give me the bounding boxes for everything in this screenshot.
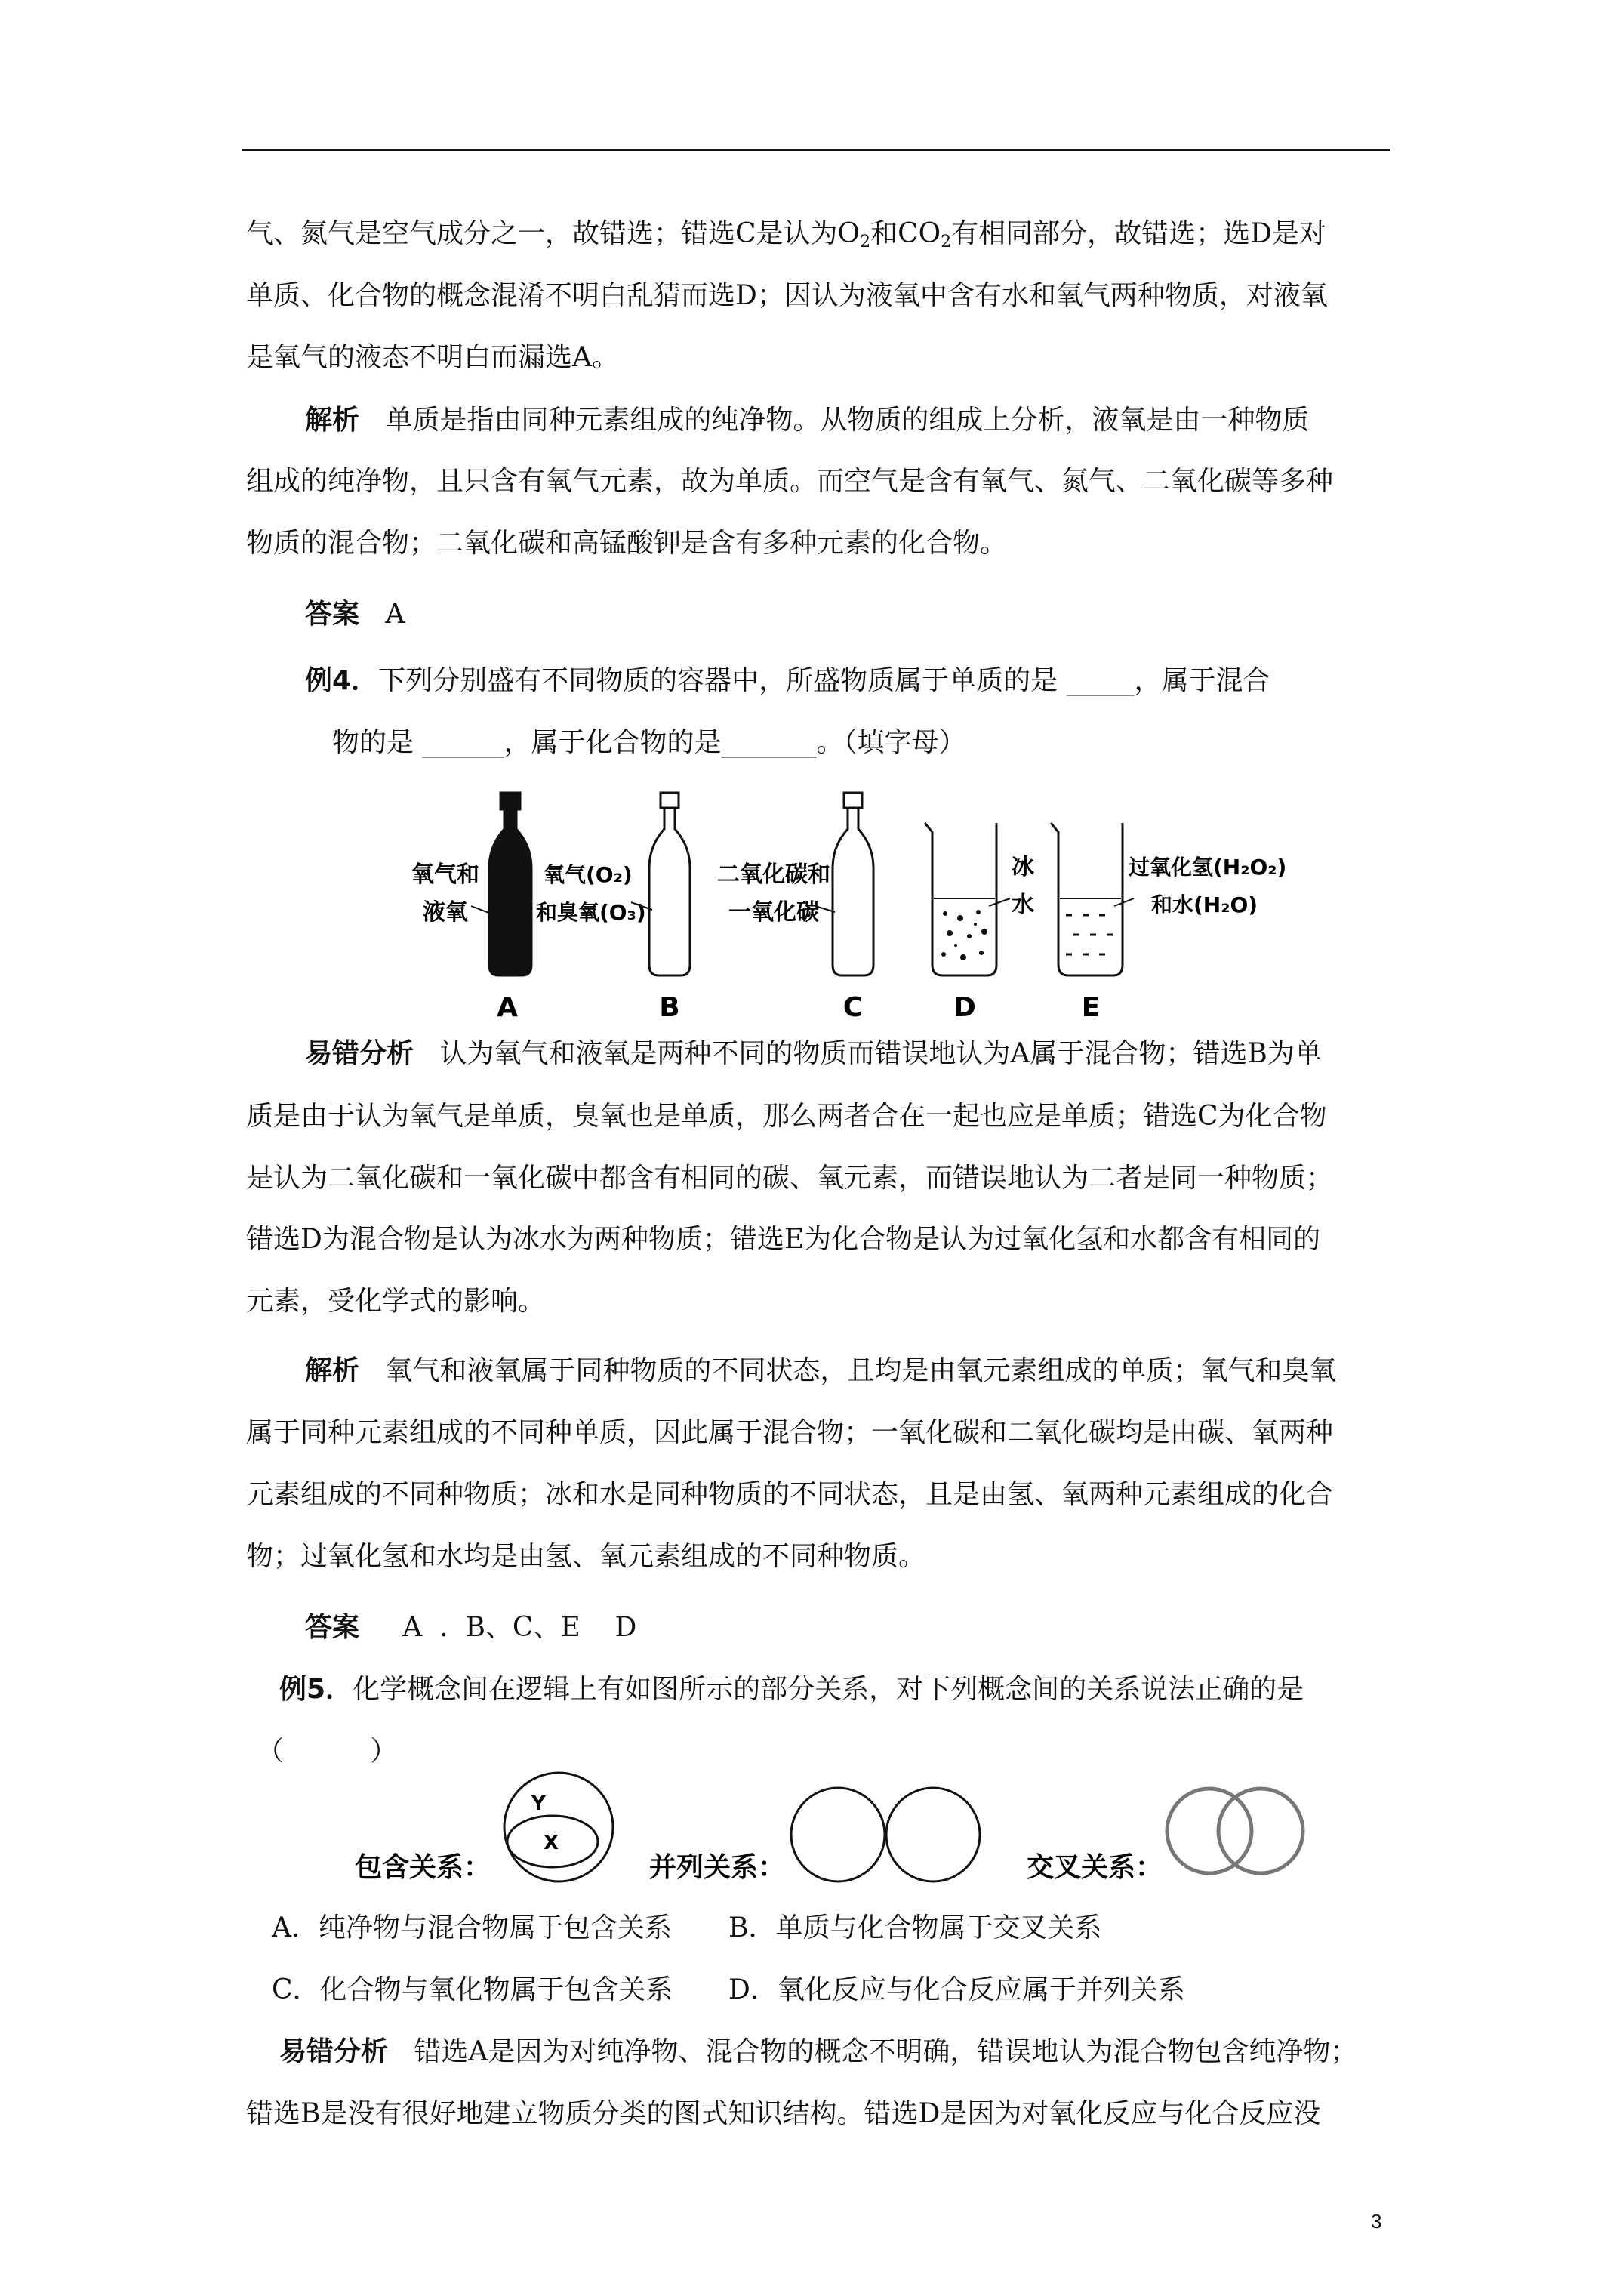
analysis-line: 组成的纯净物，且只含有氧气元素，故为单质。而空气是含有氧气、氮气、二氧化碳等多种 [246, 466, 1334, 497]
error-analysis-line: 易错分析 错选A是因为对纯净物、混合物的概念不明确，错误地认为混合物包含纯净物； [279, 2036, 1358, 2067]
bottle-b [536, 793, 690, 1023]
answer-value: A [385, 599, 405, 630]
container-label: 水 [1012, 892, 1034, 918]
answer-line [305, 596, 405, 633]
answer-label: 答案 [305, 599, 360, 630]
answer-value: A . B、C、E D [402, 1612, 637, 1643]
example5-blank: （ ） [257, 1736, 398, 1767]
container-label: 过氧化氢(H₂O₂) [1129, 855, 1287, 880]
container-label: 冰 [1012, 854, 1034, 880]
parallel-diagram [791, 1788, 980, 1881]
example4-label: 例4． [305, 665, 379, 696]
container-letter: B [659, 992, 680, 1023]
analysis-line: 属于同种元素组成的不同种单质，因此属于混合物；一氧化碳和二氧化碳均是由碳、氧两种 [246, 1417, 1334, 1448]
example5-line: 例5．化学概念间在逻辑上有如图所示的部分关系，对下列概念间的关系说法正确的是 [279, 1674, 1304, 1705]
text-line: 气、氮气是空气成分之一，故错选；错选C是认为$O_2$和$CO_2$有相同部分，故错选；选D是对 [246, 218, 1326, 251]
error-analysis-label: 易错分析 [305, 1038, 414, 1069]
relation-label: 并列关系： [649, 1852, 786, 1883]
example4-line: 例4．下列分别盛有不同物质的容器中，所盛物质属于单质的是 _____，属于混合 [305, 665, 1270, 696]
inner-set-label: X [544, 1832, 559, 1854]
inclusion-diagram [504, 1773, 613, 1881]
header-rule [242, 149, 1390, 151]
text-line: 单质、化合物的概念混淆不明白乱猜而选D；因认为液氧中含有水和氧气两种物质，对液氧 [246, 280, 1328, 311]
relation-label: 交叉关系： [1027, 1852, 1163, 1883]
beaker-e [1051, 823, 1286, 1023]
option-a: A．纯净物与混合物属于包含关系 [272, 1912, 672, 1943]
answer-label: 答案 [305, 1612, 360, 1643]
analysis-label: 解析 [305, 1355, 360, 1386]
analysis-line: 物质的混合物；二氧化碳和高锰酸钾是含有多种元素的化合物。 [246, 528, 1008, 559]
analysis-line: 解析 氧气和液氧属于同种物质的不同状态，且均是由氧元素组成的单质；氧气和臭氧 [305, 1355, 1337, 1386]
error-analysis-line: 元素，受化学式的影响。 [246, 1286, 546, 1317]
container-letter: D [953, 992, 976, 1023]
error-analysis-line: 错选B是没有很好地建立物质分类的图式知识结构。错选D是因为对氧化反应与化合反应没 [246, 2098, 1321, 2129]
container-letter: C [842, 992, 864, 1023]
error-analysis-line: 错选D为混合物是认为冰水为两种物质；错选E为化合物是认为过氧化氢和水都含有相同的 [246, 1224, 1321, 1255]
container-label: 氧气和 [411, 861, 479, 888]
relations-figure [347, 1771, 1329, 1899]
container-label: 和水(H₂O) [1151, 892, 1258, 917]
container-label: 氧气(O₂) [544, 862, 633, 887]
beaker-d [925, 823, 1034, 1023]
example4-line: 物的是 ______，属于化合物的是_______。（填字母） [332, 727, 966, 758]
outer-set-label: Y [531, 1792, 546, 1815]
option-c: C．化合物与氧化物属于包含关系 [272, 1974, 673, 2005]
container-letter: A [497, 992, 518, 1023]
page-number: 3 [1371, 2210, 1382, 2233]
container-label: 二氧化碳和 [717, 861, 830, 888]
option-b: B．单质与化合物属于交叉关系 [728, 1912, 1102, 1943]
text-line: 是氧气的液态不明白而漏选A。 [246, 342, 619, 373]
analysis-line: 元素组成的不同种物质；冰和水是同种物质的不同状态，且是由氢、氧两种元素组成的化合 [246, 1479, 1334, 1510]
analysis-line: 物；过氧化氢和水均是由氢、氧元素组成的不同种物质。 [246, 1541, 926, 1572]
error-analysis-line: 易错分析 认为氧气和液氧是两种不同的物质而错误地认为A属于混合物；错选B为单 [305, 1038, 1322, 1069]
bottle-c [717, 793, 873, 1023]
analysis-line: 解析 单质是指由同种元素组成的纯净物。从物质的组成上分析，液氧是由一种物质 [305, 405, 1310, 436]
container-letter: E [1081, 992, 1101, 1023]
container-label: 和臭氧(O₃) [536, 900, 646, 925]
container-label: 液氧 [423, 899, 468, 926]
option-d: D．氧化反应与化合反应属于并列关系 [728, 1974, 1185, 2005]
answer-line [305, 1610, 636, 1646]
containers-figure [408, 785, 1298, 1027]
relation-label: 包含关系： [355, 1852, 491, 1883]
container-label: 一氧化碳 [728, 899, 819, 926]
intersect-diagram [1167, 1789, 1303, 1873]
example5-label: 例5． [279, 1674, 353, 1705]
error-analysis-line: 质是由于认为氧气是单质，臭氧也是单质，那么两者合在一起也应是单质；错选C为化合物 [246, 1101, 1327, 1132]
error-analysis-label: 易错分析 [279, 2036, 389, 2067]
bottle-a [411, 793, 531, 1023]
error-analysis-line: 是认为二氧化碳和一氧化碳中都含有相同的碳、氧元素，而错误地认为二者是同一种物质； [246, 1163, 1334, 1194]
analysis-label: 解析 [305, 405, 360, 436]
